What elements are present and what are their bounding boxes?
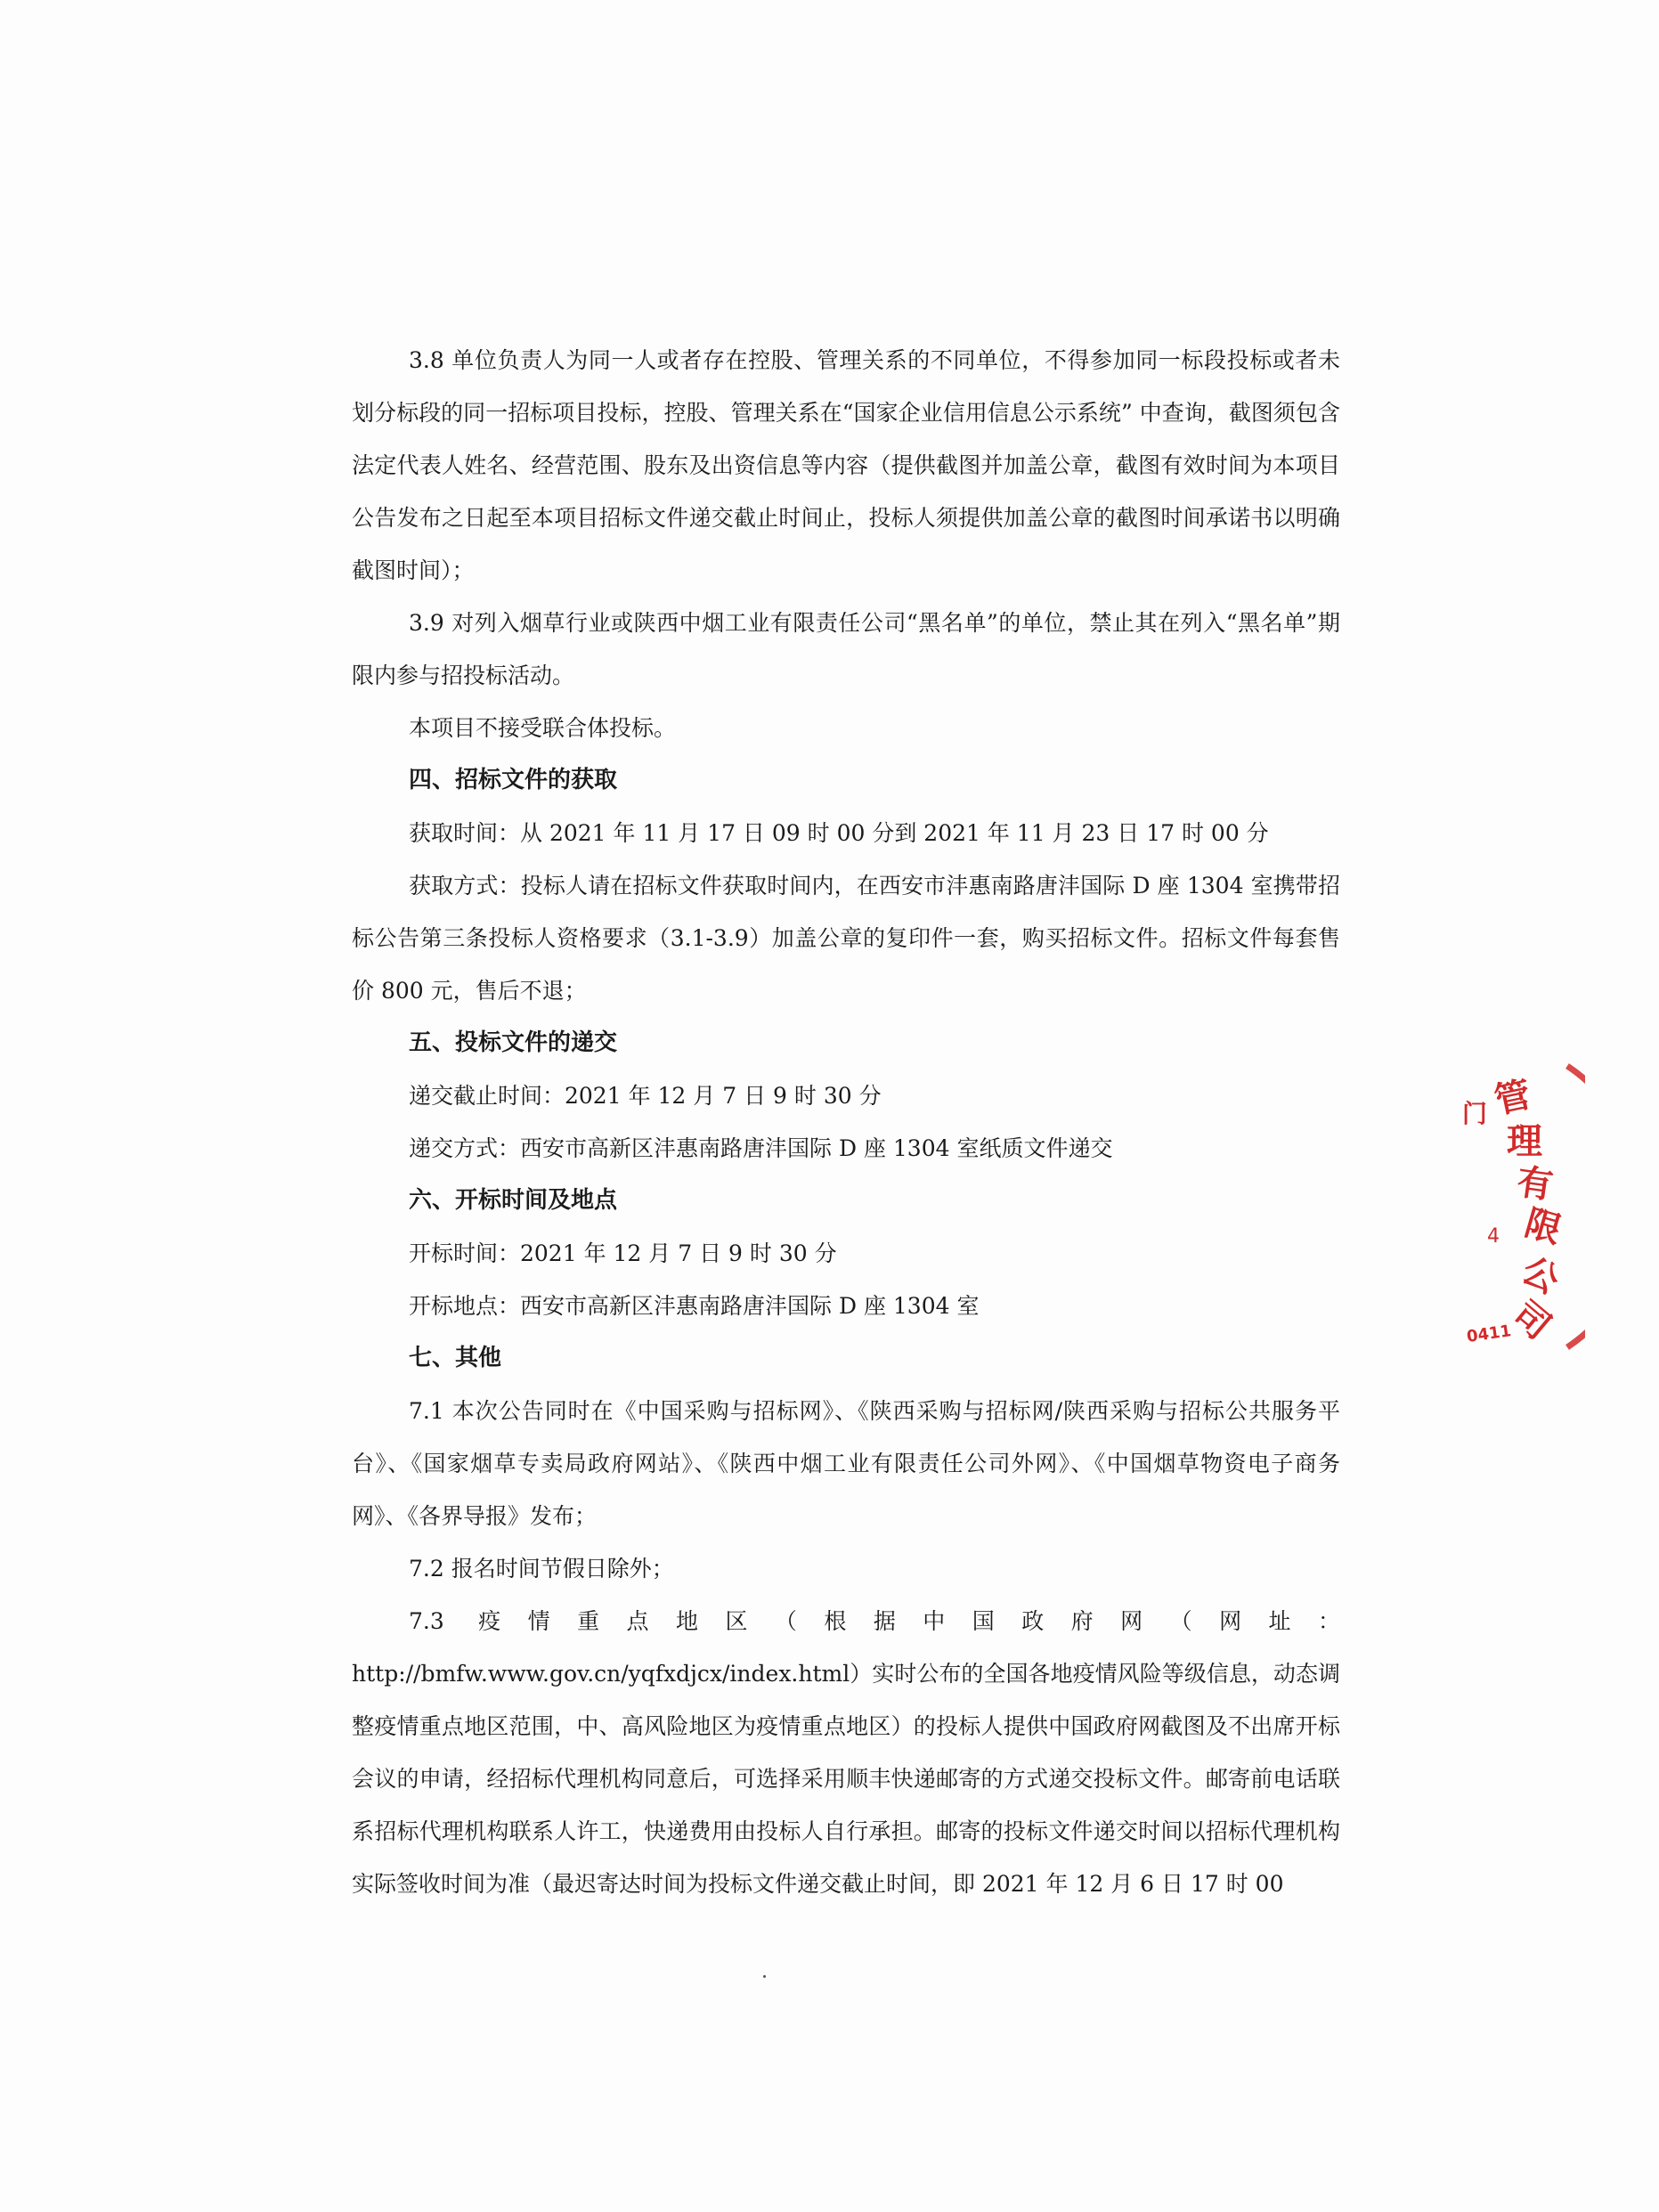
scan-speck — [763, 1975, 766, 1978]
paragraph-opening-place: 开标地点：西安市高新区沣惠南路唐沣国际 D 座 1304 室 — [409, 1293, 980, 1319]
svg-text:管: 管 — [1491, 1074, 1535, 1122]
paragraph-7-1: 7.1 本次公告同时在《中国采购与招标网》、《陕西采购与招标网/陕西采购与招标公共服务平台》、《国家烟草专卖局政府网站》、《陕西中烟工业有限责任公司外网》、《中国烟草物资电子商务网》、《各界导报》发布； — [352, 1398, 1340, 1529]
paragraph-3-8: 3.8 单位负责人为同一人或者存在控股、管理关系的不同单位，不得参加同一标段投标或者未划分标段的同一招标项目投标，控股、管理关系在“国家企业信用信息公示系统” 中查询，截图须包含法定代表人姓名、经营范围、股东及出资信息等内容（提供截图并加盖公章，截图有效时间为本项目公告发布之日起至本项目招标文件递交截止时间止，投标人须提供加盖公章的截图时间承诺书以明确截图时间）； — [352, 347, 1340, 583]
section-heading-4: 四、招标文件的获取 — [409, 767, 618, 793]
paragraph-7-2: 7.2 报名时间节假日除外； — [409, 1556, 674, 1582]
svg-text:0411: 0411 — [1465, 1322, 1513, 1346]
document-body — [352, 334, 1340, 1910]
section-heading-5: 五、投标文件的递交 — [409, 1029, 618, 1056]
svg-text:门: 门 — [1462, 1099, 1488, 1128]
section-heading-7: 七、其他 — [409, 1345, 502, 1371]
svg-text:有: 有 — [1514, 1161, 1556, 1208]
paragraph-7-3: 7.3 疫情重点地区（根据中国政府网（网址：http://bmfw.www.gov.cn/yqfxdjcx/index.html）实时公布的全国各地疫情风险等级信息，动态调整疫情重点地区范围，中、高风险地区为疫情重点地区）的投标人提供中国政府网截图及不出席开标会议的申请，经招标代理机构同意后，可选择采用顺丰快递邮寄的方式递交投标文件。邮寄前电话联系招标代理机构联系人许工，快递费用由投标人自行承担。邮寄的投标文件递交时间以招标代理机构实际签收时间为准（最迟寄达时间为投标文件递交截止时间，即 2021 年 12 月 6 日 17 时 00 — [352, 1608, 1340, 1897]
svg-text:限: 限 — [1520, 1202, 1566, 1252]
paragraph-obtain-method: 获取方式：投标人请在招标文件获取时间内，在西安市沣惠南路唐沣国际 D 座 1304 室携带招标公告第三条投标人资格要求（3.1-3.9）加盖公章的复印件一套，购买招标文件。招标文件每套售价 800 元，售后不退； — [352, 873, 1340, 1004]
paragraph-no-consortium: 本项目不接受联合体投标。 — [409, 715, 677, 741]
company-seal-stamp — [1460, 1055, 1585, 1358]
section-heading-6: 六、开标时间及地点 — [409, 1187, 618, 1214]
svg-text:司: 司 — [1504, 1293, 1558, 1348]
paragraph-submit-method: 递交方式：西安市高新区沣惠南路唐沣国际 D 座 1304 室纸质文件递交 — [409, 1135, 1113, 1161]
svg-text:理: 理 — [1507, 1121, 1542, 1162]
paragraph-submit-deadline: 递交截止时间：2021 年 12 月 7 日 9 时 30 分 — [409, 1083, 882, 1109]
paragraph-3-9: 3.9 对列入烟草行业或陕西中烟工业有限责任公司“黑名单”的单位，禁止其在列入“黑名单”期限内参与招投标活动。 — [352, 610, 1340, 688]
svg-text:4: 4 — [1487, 1225, 1500, 1248]
paragraph-obtain-time: 获取时间：从 2021 年 11 月 17 日 09 时 00 分到 2021 年 11 月 23 日 17 时 00 分 — [409, 820, 1269, 846]
svg-text:公: 公 — [1515, 1249, 1566, 1303]
paragraph-opening-time: 开标时间：2021 年 12 月 7 日 9 时 30 分 — [409, 1240, 837, 1266]
